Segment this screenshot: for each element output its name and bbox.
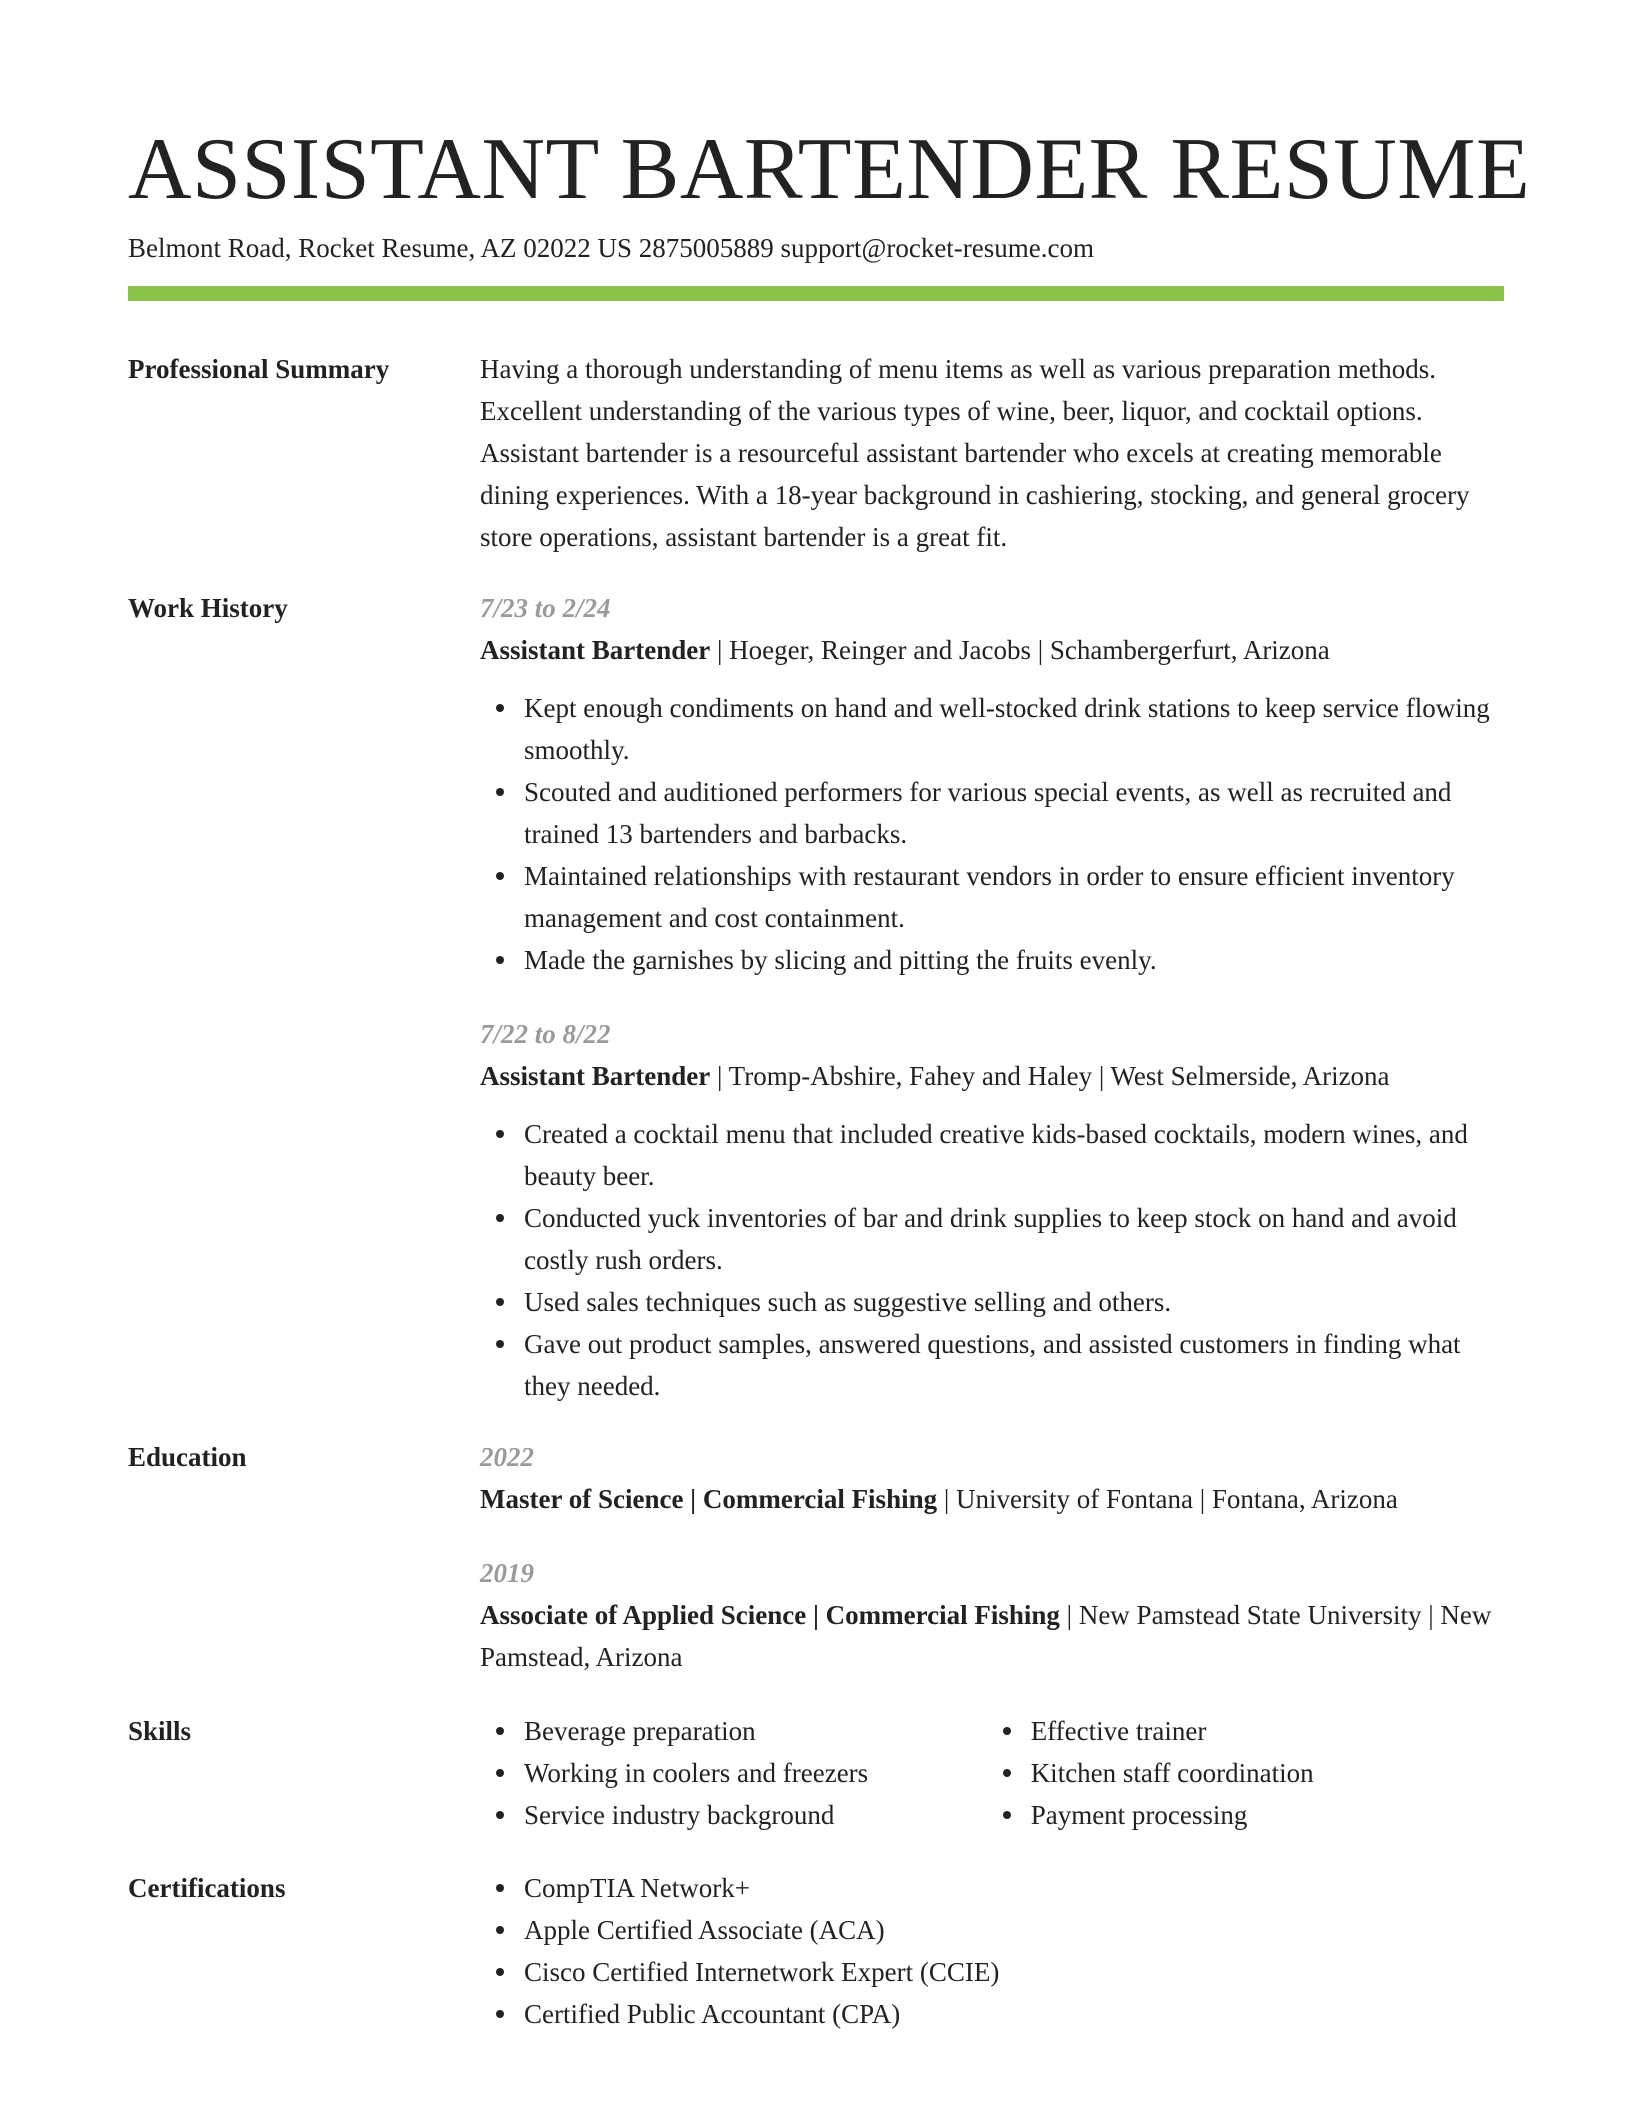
- certifications-list: [480, 1867, 1504, 2035]
- skills-label: Skills: [128, 1716, 192, 1746]
- education-heading: [480, 1594, 1504, 1678]
- job-details: | Hoeger, Reinger and Jacobs | Schambergerfurt, Arizona: [710, 635, 1330, 665]
- summary-text: Having a thorough understanding of menu items as well as various preparation methods. Excellent understanding of the various types of wine, beer, liquor, and cocktail options. Assistant bartender is a resourceful assistant bartender who excels at creating memorable dining experiences. With a 18-year background in cashiering, stocking, and general grocery store operations, assistant bartender is a great fit.: [480, 354, 1470, 552]
- job-bullet: Gave out product samples, answered questions, and assisted customers in finding what they needed.: [524, 1323, 1504, 1407]
- skill-item: Beverage preparation: [524, 1710, 943, 1752]
- job-bullet: Made the garnishes by slicing and pitting the fruits evenly.: [524, 939, 1504, 981]
- skills-list-right: [987, 1710, 1504, 1836]
- education-entry: [480, 1552, 1504, 1678]
- job-bullet: Used sales techniques such as suggestive selling and others.: [524, 1281, 1504, 1323]
- job-entry: [480, 1013, 1504, 1407]
- contact-line: [128, 230, 1094, 266]
- education-label: Education: [128, 1442, 247, 1472]
- job-bullet: Maintained relationships with restaurant vendors in order to ensure efficient inventory management and cost containment.: [524, 855, 1504, 939]
- skill-item: Service industry background: [524, 1794, 943, 1836]
- job-bullet: Kept enough condiments on hand and well-stocked drink stations to keep service flowing smoothly.: [524, 687, 1504, 771]
- skill-item: Kitchen staff coordination: [1031, 1752, 1504, 1794]
- certification-item: Cisco Certified Internetwork Expert (CCIE): [524, 1951, 1504, 1993]
- skills-body: [480, 1710, 1504, 1836]
- education-details: | University of Fontana | Fontana, Arizona: [937, 1484, 1398, 1514]
- skills-columns: [480, 1710, 1504, 1836]
- certification-item: CompTIA Network+: [524, 1867, 1504, 1909]
- education-entry: [480, 1436, 1504, 1520]
- education-heading: [480, 1478, 1504, 1520]
- education-degree: Associate of Applied Science | Commercial Fishing: [480, 1600, 1060, 1630]
- work-history-body: [480, 587, 1504, 1439]
- work-history-label: Work History: [128, 593, 288, 623]
- summary-label: Professional Summary: [128, 354, 390, 384]
- job-dates: 7/22 to 8/22: [480, 1019, 611, 1049]
- job-dates: 7/23 to 2/24: [480, 593, 611, 623]
- job-heading: [480, 629, 1504, 671]
- job-title: Assistant Bartender: [480, 635, 711, 665]
- skill-item: Working in coolers and freezers: [524, 1752, 943, 1794]
- certification-item: Apple Certified Associate (ACA): [524, 1909, 1504, 1951]
- contact-address: Belmont Road, Rocket Resume, AZ 02022 US: [128, 233, 632, 263]
- education-year: 2019: [480, 1558, 534, 1588]
- skill-item: Effective trainer: [1031, 1710, 1504, 1752]
- job-bullet: Conducted yuck inventories of bar and drink supplies to keep stock on hand and avoid costly rush orders.: [524, 1197, 1504, 1281]
- header-divider: [128, 286, 1504, 301]
- job-bullets: [480, 687, 1504, 981]
- certifications-body: [480, 1867, 1504, 2035]
- skill-item: Payment processing: [1031, 1794, 1504, 1836]
- job-bullet: Scouted and auditioned performers for various special events, as well as recruited and trained 13 bartenders and barbacks.: [524, 771, 1504, 855]
- job-details: | Tromp-Abshire, Fahey and Haley | West Selmerside, Arizona: [710, 1061, 1390, 1091]
- job-bullet: Created a cocktail menu that included creative kids-based cocktails, modern wines, and beauty beer.: [524, 1113, 1504, 1197]
- contact-phone: 2875005889: [638, 233, 774, 263]
- summary-body: [480, 348, 1504, 558]
- job-bullets: [480, 1113, 1504, 1407]
- education-body: [480, 1436, 1504, 1710]
- resume-title: ASSISTANT BARTENDER RESUME: [128, 121, 1531, 218]
- skills-list-left: [480, 1710, 943, 1836]
- certification-item: Certified Public Accountant (CPA): [524, 1993, 1504, 2035]
- education-degree: Master of Science | Commercial Fishing: [480, 1484, 938, 1514]
- education-year: 2022: [480, 1442, 534, 1472]
- job-title: Assistant Bartender: [480, 1061, 711, 1091]
- job-entry: [480, 587, 1504, 981]
- certifications-label: Certifications: [128, 1873, 286, 1903]
- education-details: | New Pamstead State University | New Pamstead, Arizona: [480, 1600, 1492, 1672]
- contact-email: support@rocket-resume.com: [780, 233, 1095, 263]
- job-heading: [480, 1055, 1504, 1097]
